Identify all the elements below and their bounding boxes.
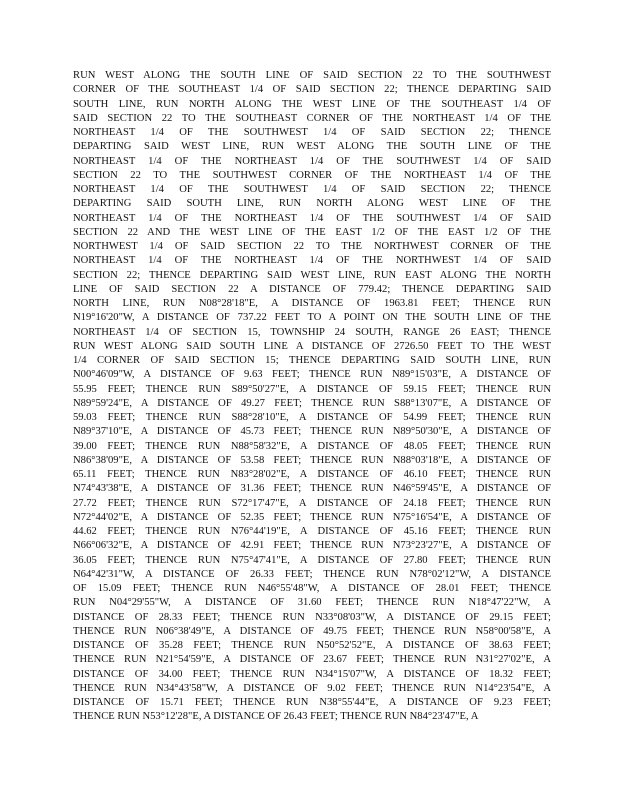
text-line: THENCE RUN N21°54'59"E, A DISTANCE OF 23.67 FEET; THENCE RUN N31°27'02"E, A bbox=[73, 654, 551, 666]
text-line: THENCE RUN N34°43'58"W, A DISTANCE OF 9.02 FEET; THENCE RUN N14°23'54"E, A bbox=[73, 682, 551, 694]
text-line: N72°44'02"E, A DISTANCE OF 52.35 FEET; THENCE RUN N75°16'54"E, A DISTANCE OF bbox=[73, 511, 551, 523]
text-line: N19°16'20"W, A DISTANCE OF 737.22 FEET TO A POINT ON THE SOUTH LINE OF THE bbox=[73, 312, 551, 324]
text-line: THENCE RUN N53°12'28"E, A DISTANCE OF 26.43 FEET; THENCE RUN N84°23'47"E, A bbox=[73, 711, 479, 723]
text-line: SECTION 22 AND THE WEST LINE OF THE EAST 1/2 OF THE EAST 1/2 OF THE bbox=[73, 226, 551, 238]
text-line: 27.72 FEET; THENCE RUN S72°17'47"E, A DISTANCE OF 24.18 FEET; THENCE RUN bbox=[73, 497, 551, 509]
text-line: RUN N04°29'55"W, A DISTANCE OF 31.60 FEET; THENCE RUN N18°47'22"W, A bbox=[73, 597, 551, 609]
text-line: NORTHEAST 1/4 OF THE NORTHEAST 1/4 OF THE SOUTHWEST 1/4 OF SAID bbox=[73, 212, 551, 224]
text-line: N00°46'09"W, A DISTANCE OF 9.63 FEET; THENCE RUN N89°15'03"E, A DISTANCE OF bbox=[73, 369, 551, 381]
legal-description-text bbox=[73, 69, 551, 725]
text-line: LINE OF SAID SECTION 22 A DISTANCE OF 779.42; THENCE DEPARTING SAID bbox=[73, 283, 551, 295]
text-line: N74°43'38"E, A DISTANCE OF 31.36 FEET; THENCE RUN N46°59'45"E, A DISTANCE OF bbox=[73, 483, 551, 495]
text-line: SOUTH LINE, RUN NORTH ALONG THE WEST LINE OF THE SOUTHEAST 1/4 OF bbox=[73, 98, 551, 110]
text-line: 39.00 FEET; THENCE RUN N88°58'32"E, A DISTANCE OF 48.05 FEET; THENCE RUN bbox=[73, 440, 551, 452]
text-line: DISTANCE OF 34.00 FEET; THENCE RUN N34°15'07"W, A DISTANCE OF 18.32 FEET; bbox=[73, 668, 551, 680]
text-line: SAID SECTION 22 TO THE SOUTHEAST CORNER OF THE NORTHEAST 1/4 OF THE bbox=[73, 112, 551, 124]
text-line: CORNER OF THE SOUTHEAST 1/4 OF SAID SECTION 22; THENCE DEPARTING SAID bbox=[73, 84, 551, 96]
text-line: DEPARTING SAID WEST LINE, RUN WEST ALONG THE SOUTH LINE OF THE bbox=[73, 141, 551, 153]
text-line: THENCE RUN N06°38'49"E, A DISTANCE OF 49.75 FEET; THENCE RUN N58°00'58"E, A bbox=[73, 625, 551, 637]
text-line: RUN WEST ALONG THE SOUTH LINE OF SAID SECTION 22 TO THE SOUTHWEST bbox=[73, 70, 551, 81]
text-line: 44.62 FEET; THENCE RUN N76°44'19"E, A DISTANCE OF 45.16 FEET; THENCE RUN bbox=[73, 526, 551, 537]
text-line: SECTION 22 TO THE SOUTHWEST CORNER OF THE NORTHEAST 1/4 OF THE bbox=[73, 169, 551, 181]
text-line: NORTHEAST 1/4 OF THE NORTHEAST 1/4 OF THE NORTHWEST 1/4 OF SAID bbox=[73, 255, 551, 267]
text-line: N89°59'24"E, A DISTANCE OF 49.27 FEET; THENCE RUN S88°13'07"E, A DISTANCE OF bbox=[73, 397, 551, 409]
text-line: 55.95 FEET; THENCE RUN S89°50'27"E, A DISTANCE OF 59.15 FEET; THENCE RUN bbox=[73, 383, 551, 395]
text-line: DISTANCE OF 28.33 FEET; THENCE RUN N33°08'03"W, A DISTANCE OF 29.15 FEET; bbox=[73, 611, 551, 623]
text-line: DEPARTING SAID SOUTH LINE, RUN NORTH ALONG WEST LINE OF THE bbox=[73, 198, 551, 210]
text-line: NORTHEAST 1/4 OF THE SOUTHWEST 1/4 OF SAID SECTION 22; THENCE bbox=[73, 184, 551, 195]
text-line: N64°42'31"W, A DISTANCE OF 26.33 FEET; THENCE RUN N78°02'12"W, A DISTANCE bbox=[73, 568, 551, 580]
text-line: 59.03 FEET; THENCE RUN S88°28'10"E, A DISTANCE OF 54.99 FEET; THENCE RUN bbox=[73, 412, 551, 423]
text-line: NORTH LINE, RUN N08°28'18"E, A DISTANCE OF 1963.81 FEET; THENCE RUN bbox=[73, 298, 551, 309]
text-line: N66°06'32"E, A DISTANCE OF 42.91 FEET; THENCE RUN N73°23'27"E, A DISTANCE OF bbox=[73, 540, 551, 552]
text-line: NORTHEAST 1/4 OF THE SOUTHWEST 1/4 OF SAID SECTION 22; THENCE bbox=[73, 127, 551, 138]
text-line: NORTHWEST 1/4 OF SAID SECTION 22 TO THE NORTHWEST CORNER OF THE bbox=[73, 241, 551, 252]
text-line: 65.11 FEET; THENCE RUN N83°28'02"E, A DISTANCE OF 46.10 FEET; THENCE RUN bbox=[73, 469, 551, 480]
text-line: 36.05 FEET; THENCE RUN N75°47'41"E, A DISTANCE OF 27.80 FEET; THENCE RUN bbox=[73, 554, 551, 566]
text-line: RUN WEST ALONG SAID SOUTH LINE A DISTANCE OF 2726.50 FEET TO THE WEST bbox=[73, 340, 551, 352]
text-line: NORTHEAST 1/4 OF THE NORTHEAST 1/4 OF THE SOUTHWEST 1/4 OF SAID bbox=[73, 155, 551, 167]
text-line: N89°37'10"E, A DISTANCE OF 45.73 FEET; THENCE RUN N89°50'30"E, A DISTANCE OF bbox=[73, 426, 551, 438]
text-line: 1/4 CORNER OF SAID SECTION 15; THENCE DEPARTING SAID SOUTH LINE, RUN bbox=[73, 355, 551, 366]
text-line: DISTANCE OF 35.28 FEET; THENCE RUN N50°52'52"E, A DISTANCE OF 38.63 FEET; bbox=[73, 640, 551, 651]
text-line: SECTION 22; THENCE DEPARTING SAID WEST LINE, RUN EAST ALONG THE NORTH bbox=[73, 269, 551, 281]
text-line: NORTHEAST 1/4 OF SECTION 15, TOWNSHIP 24 SOUTH, RANGE 26 EAST; THENCE bbox=[73, 326, 551, 338]
text-line: DISTANCE OF 15.71 FEET; THENCE RUN N38°55'44"E, A DISTANCE OF 9.23 FEET; bbox=[73, 697, 551, 708]
text-line: OF 15.09 FEET; THENCE RUN N46°55'48"W, A DISTANCE OF 28.01 FEET; THENCE bbox=[73, 583, 551, 594]
text-line: N86°38'09"E, A DISTANCE OF 53.58 FEET; THENCE RUN N88°03'18"E, A DISTANCE OF bbox=[73, 454, 551, 466]
